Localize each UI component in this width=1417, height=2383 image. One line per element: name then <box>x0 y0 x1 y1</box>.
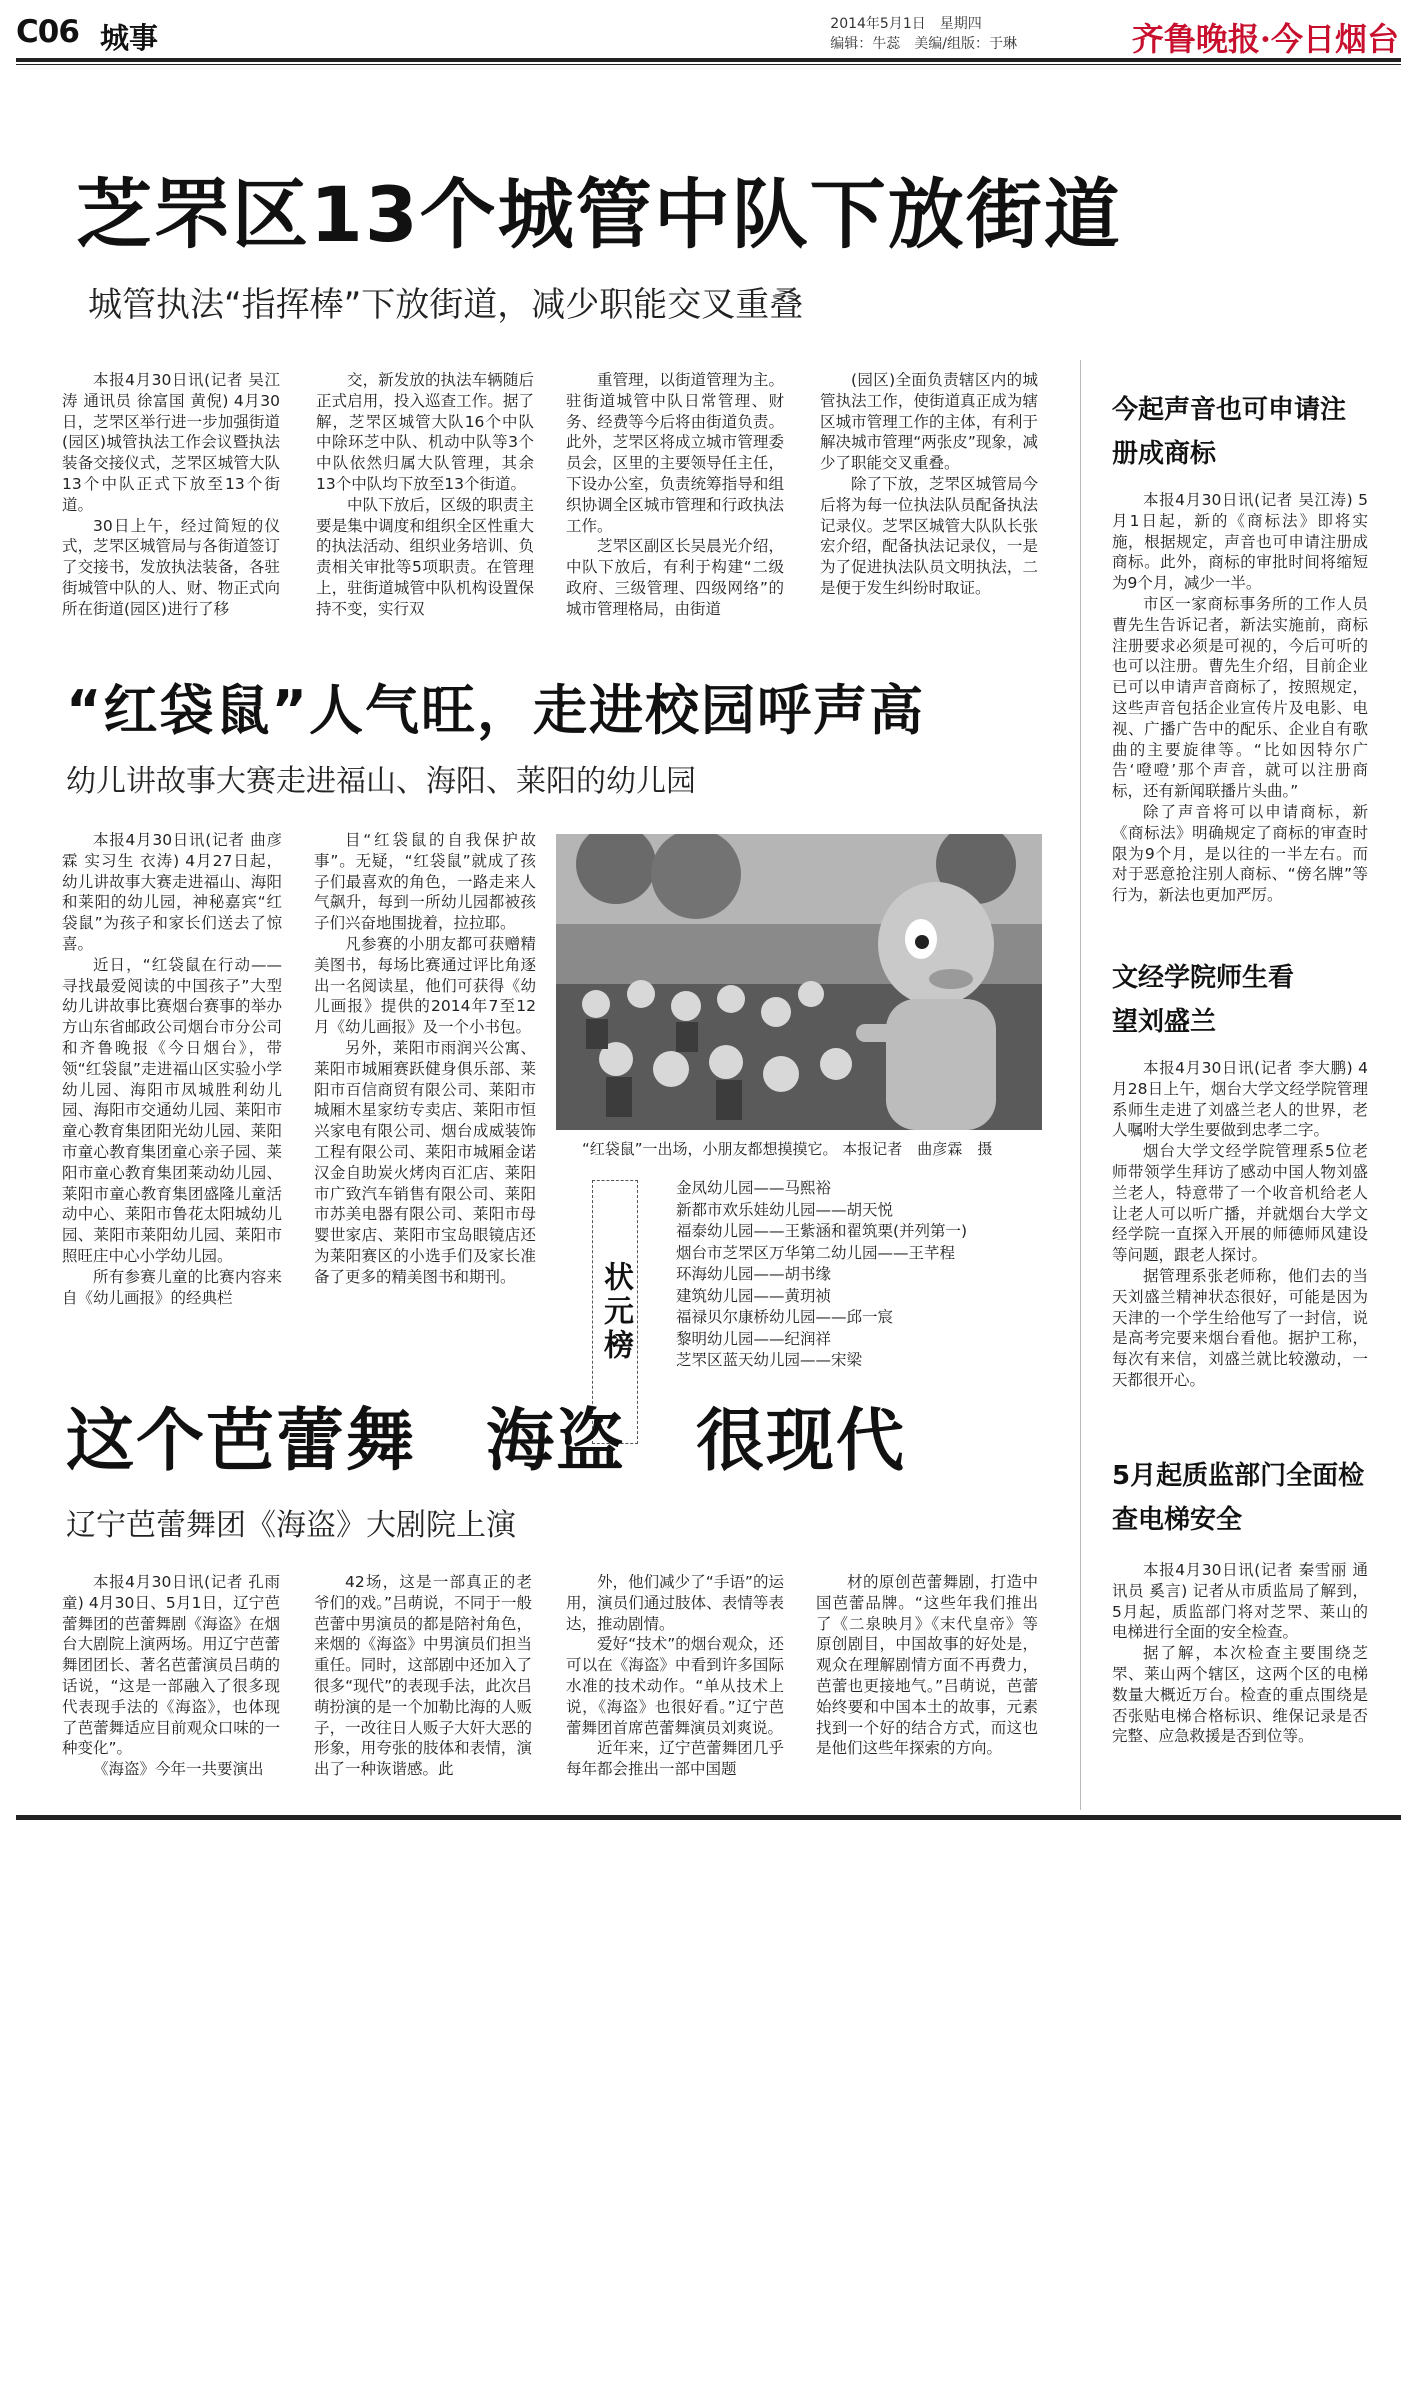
kangaroo-event-photo <box>556 834 1042 1130</box>
article1-col1 <box>62 370 280 620</box>
side2-title: 文经学院师生看望刘盛兰 <box>1112 963 1295 1037</box>
paragraph: 本报4月30日讯(记者 李大鹏) 4月28日上午，烟台大学文经学院管理系师生走进了刘盛兰老人的世界，老人嘱咐大学生要做到忠孝二字。 <box>1112 1059 1368 1140</box>
article3-col4 <box>816 1572 1038 1808</box>
paragraph: 除了声音将可以申请商标，新《商标法》明确规定了商标的审查时限为9个月，是以往的一半左右。而对于恶意抢注别人商标、“傍名牌”等行为，新法也更加严厉。 <box>1112 802 1368 905</box>
article2-col1 <box>62 830 282 1330</box>
award-item: 金凤幼儿园——马熙裕 <box>676 1179 832 1197</box>
paragraph: 据管理系张老师称，他们去的当天刘盛兰精神状态很好，可能是因为天津的一个学生给他写了一封信，说是高考完要来烟台看他。据护工称，每次有来信，刘盛兰就比较激动，一天都很开心。 <box>1112 1266 1368 1388</box>
paragraph: 外，他们减少了“手语”的运用，演员们通过肢体、表情等表达，推动剧情。 <box>566 1573 784 1633</box>
award-item: 芝罘区蓝天幼儿园——宋梁 <box>676 1351 863 1369</box>
side3-title: 5月起质监部门全面检查电梯安全 <box>1112 1461 1365 1535</box>
article1-col3 <box>566 370 784 620</box>
paragraph: 据了解，本次检查主要围绕芝罘、莱山两个辖区，这两个区的电梯数量大概近万台。检查的重点围绕是否张贴电梯合格标识、维保记录是否完整、应急救援是否到位等。 <box>1112 1644 1368 1746</box>
side1-title: 今起声音也可申请注册成商标 <box>1112 395 1347 469</box>
article3-subhead: 辽宁芭蕾舞团《海盗》大剧院上演 <box>66 1508 516 1543</box>
article1-col2 <box>316 370 534 620</box>
paragraph: 本报4月30日讯(记者 曲彦霖 实习生 衣涛) 4月27日起，幼儿讲故事大赛走进福山、海阳和莱阳的幼儿园，神秘嘉宾“红袋鼠”为孩子和家长们送去了惊喜。 <box>62 831 282 953</box>
article3-col2 <box>314 1572 532 1808</box>
photo-illustration <box>556 834 1042 1130</box>
paragraph: 芝罘区副区长吴晨光介绍，中队下放后，有利于构建“二级政府、三级管理、四级网络”的城市管理格局，由街道 <box>566 537 784 618</box>
paragraph: 另外，莱阳市雨润兴公寓、莱阳市城厢赛跃健身俱乐部、莱阳市百信商贸有限公司、莱阳市城厢木星家纺专卖店、莱阳市恒兴家电有限公司、烟台成威装饰工程有限公司、莱阳市城厢金诺汉金自助炭火烤肉百汇店、莱阳市广致汽车销售有限公司、莱阳市苏美电器有限公司、莱阳市母婴世家店、莱阳市宝岛眼镜店还为莱阳赛区的小选手们及家长准备了更多的精美图书和期刊。 <box>314 1038 536 1286</box>
paragraph: 42场，这是一部真正的老爷们的戏。”吕萌说，不同于一般芭蕾中男演员的都是陪衬角色，来烟的《海盗》中男演员们担当重任。同时，这部剧中还加入了很多“现代”的表现手法，此次吕萌扮演的是一个加勒比海的人贩子，一改往日人贩子大奸大恶的形象，用夸张的肢体和表情，演出了一种诙谐感。此 <box>314 1573 532 1779</box>
footer-rule <box>16 1815 1401 1820</box>
paragraph: 本报4月30日讯(记者 孔雨童) 4月30日、5月1日，辽宁芭蕾舞团的芭蕾舞剧《海盗》在烟台大剧院上演两场。用辽宁芭蕾舞团团长、著名芭蕾演员吕萌的话说，“这是一部融入了很多现代表现手法的《海盗》，也体现了芭蕾舞适应目前观众口味的一种变化”。 <box>62 1573 280 1758</box>
paragraph: 烟台大学文经学院管理系5位老师带领学生拜访了感动中国人物刘盛兰老人，特意带了一个收音机给老人让老人可以听广播，并就烟台大学文经学院一直探入开展的师德师风建设等问题，跟老人探讨。 <box>1112 1142 1368 1265</box>
article3-col3 <box>566 1572 784 1808</box>
page-number: C06 <box>16 14 79 50</box>
side1-body <box>1112 490 1368 938</box>
side3-body <box>1112 1560 1368 1810</box>
award-item: 福禄贝尔康桥幼儿园——邱一宸 <box>676 1308 894 1326</box>
sidebar-divider <box>1080 360 1081 1810</box>
side2-body <box>1112 1058 1368 1388</box>
article1-headline: 芝罘区13个城管中队下放街道 <box>76 170 1122 259</box>
article3-col1 <box>62 1572 280 1808</box>
article3-headline: 这个芭蕾舞 海盗 很现代 <box>66 1402 907 1481</box>
paragraph: 材的原创芭蕾舞剧，打造中国芭蕾品牌。“这些年我们推出了《二泉映月》《末代皇帝》等原创剧目，中国故事的好处是，观众在理解剧情方面不再费力，芭蕾也更接地气。”吕萌说，芭蕾始终要和中国本土的故事，元素找到一个好的结合方式，而这也是他们这些年探索的方向。 <box>816 1573 1038 1758</box>
paragraph: 凡参赛的小朋友都可获赠精美图书，每场比赛通过评比角逐出一名阅读星，他们可获得《幼儿画报》提供的2014年7至12月《幼儿画报》及一个小书包。 <box>314 934 536 1037</box>
paragraph: 本报4月30日讯(记者 吴江涛) 5月1日起，新的《商标法》即将实施，根据规定，声音也可申请注册成商标。此外，商标的审批时间将缩短为9个月，减少一半。 <box>1112 491 1368 593</box>
paragraph: (园区)全面负责辖区内的城管执法工作，使街道真正成为辖区城市管理工作的主体，有利于解决城市管理“两张皮”现象，减少了职能交叉重叠。 <box>820 371 1038 473</box>
paragraph: 30日上午，经过简短的仪式，芝罘区城管局与各街道签订了交接书，发放执法装备，各驻街城管中队的人、财、物正式向所在街道(园区)进行了移 <box>62 516 280 618</box>
paragraph: 市区一家商标事务所的工作人员曹先生告诉记者，新法实施前，商标注册要求必须是可视的，今后可听的也可以注册。曹先生介绍，目前企业已可以申请声音商标了，按照规定，这些声音包括企业宣传片及电影、电视、广播广告中的配乐、企业自有歌曲的主要旋律等。“比如因特尔广告‘噔噔’那个声音，就可以注册商标，还有新闻联播片头曲。” <box>1112 594 1368 801</box>
paragraph: 本报4月30日讯(记者 吴江涛 通讯员 徐富国 黄倪) 4月30日，芝罘区举行进一步加强街道(园区)城管执法工作会议暨执法装备交接仪式，芝罘区城管大队13个中队正式下放至13个街道。 <box>62 371 280 514</box>
article2-col2 <box>314 830 536 1330</box>
award-title: 状元榜 <box>598 1261 633 1363</box>
paragraph: 所有参赛儿童的比赛内容来自《幼儿画报》的经典栏 <box>62 1267 282 1307</box>
header-rule-thin <box>16 64 1401 65</box>
date-line: 2014年5月1日 星期四 <box>830 16 982 32</box>
article2-subhead: 幼儿讲故事大赛走进福山、海阳、莱阳的幼儿园 <box>66 764 696 799</box>
article1-col4 <box>820 370 1038 620</box>
paragraph: 近日，“红袋鼠在行动——寻找最爱阅读的中国孩子”大型幼儿讲故事比赛烟台赛事的举办方山东省邮政公司烟台市分公司和齐鲁晚报《今日烟台》，带领“红袋鼠”走进福山区实验小学幼儿园、海阳市凤城胜利幼儿园、海阳市交通幼儿园、莱阳市童心教育集团阳光幼儿园、莱阳市童心教育集团童心亲子园、莱阳市童心教育集团莱动幼儿园、莱阳市童心教育集团盛隆儿童活动中心、莱阳市鲁花太阳城幼儿园、莱阳市莱阳幼儿园、莱阳市照旺庄中心小学幼儿园。 <box>62 955 282 1265</box>
section-name: 城事 <box>100 21 159 55</box>
award-item: 烟台市芝罘区万华第二幼儿园——王芊程 <box>676 1243 956 1262</box>
paragraph: 近年来，辽宁芭蕾舞团几乎每年都会推出一部中国题 <box>566 1739 784 1779</box>
award-item: 环海幼儿园——胡书缘 <box>676 1265 832 1283</box>
article2-headline: “红袋鼠”人气旺，走进校园呼声高 <box>66 679 925 742</box>
paragraph: 爱好“技术”的烟台观众，还可以在《海盗》中看到许多国际水准的技术动作。“单从技术上说，《海盗》也很好看。”辽宁芭蕾舞团首席芭蕾舞演员刘爽说。 <box>566 1635 784 1737</box>
masthead-meta <box>830 14 1017 54</box>
paragraph: 中队下放后，区级的职责主要是集中调度和组织全区性重大的执法活动、组织业务培训、负责相关审批等5项职责。在管理上，驻街道城管中队机构设置保持不变，实行双 <box>316 495 534 618</box>
award-item: 建筑幼儿园——黄玥祯 <box>676 1286 832 1305</box>
paragraph: 交，新发放的执法车辆随后正式启用，投入巡查工作。据了解，芝罘区城管大队16个中队中除环芝中队、机动中队等3个中队依然归属大队管理，其余13个中队均下放至13个街道。 <box>316 371 534 493</box>
paragraph: 《海盗》今年一共要演出 <box>93 1760 264 1779</box>
award-item: 黎明幼儿园——纪润祥 <box>676 1329 832 1348</box>
paragraph: 重管理，以街道管理为主。驻街道城管中队日常管理、财务、经费等今后将由街道负责。此外，芝罘区将成立城市管理委员会，区里的主要领导任主任，下设办公室，负责统筹指导和组织协调全区城市管理和行政执法工作。 <box>566 371 784 535</box>
article1-subhead: 城管执法“指挥棒”下放街道，减少职能交叉重叠 <box>88 285 804 325</box>
editor-line: 编辑：牛蕊 美编/组版：于琳 <box>830 36 1017 52</box>
paragraph: 本报4月30日讯(记者 秦雪丽 通讯员 奚言) 记者从市质监局了解到，5月起，质监部门将对芝罘、莱山的电梯进行全面的安全检查。 <box>1112 1561 1368 1642</box>
award-item: 新都市欢乐娃幼儿园——胡天悦 <box>676 1200 894 1219</box>
award-item: 福泰幼儿园——王紫涵和翟筑栗(并列第一) <box>676 1222 968 1240</box>
award-list <box>676 1178 1036 1372</box>
paragraph: 目“红袋鼠的自我保护故事”。无疑，“红袋鼠”就成了孩子们最喜欢的角色，一路走来人气飙升，每到一所幼儿园都被孩子们兴奋地围拢着，拉拉耶。 <box>314 831 536 933</box>
photo-caption: “红袋鼠”一出场，小朋友都想摸摸它。 本报记者 曲彦霖 摄 <box>582 1140 993 1158</box>
header-rule <box>16 58 1401 62</box>
newspaper-logo: 齐鲁晚报·今日烟台 <box>1131 20 1399 58</box>
paragraph: 除了下放，芝罘区城管局今后将为每一位执法队员配备执法记录仪。芝罘区城管大队队长张宏介绍，配备执法记录仪，一是为了促进执法队员文明执法，二是便于发生纠纷时取证。 <box>820 474 1038 597</box>
